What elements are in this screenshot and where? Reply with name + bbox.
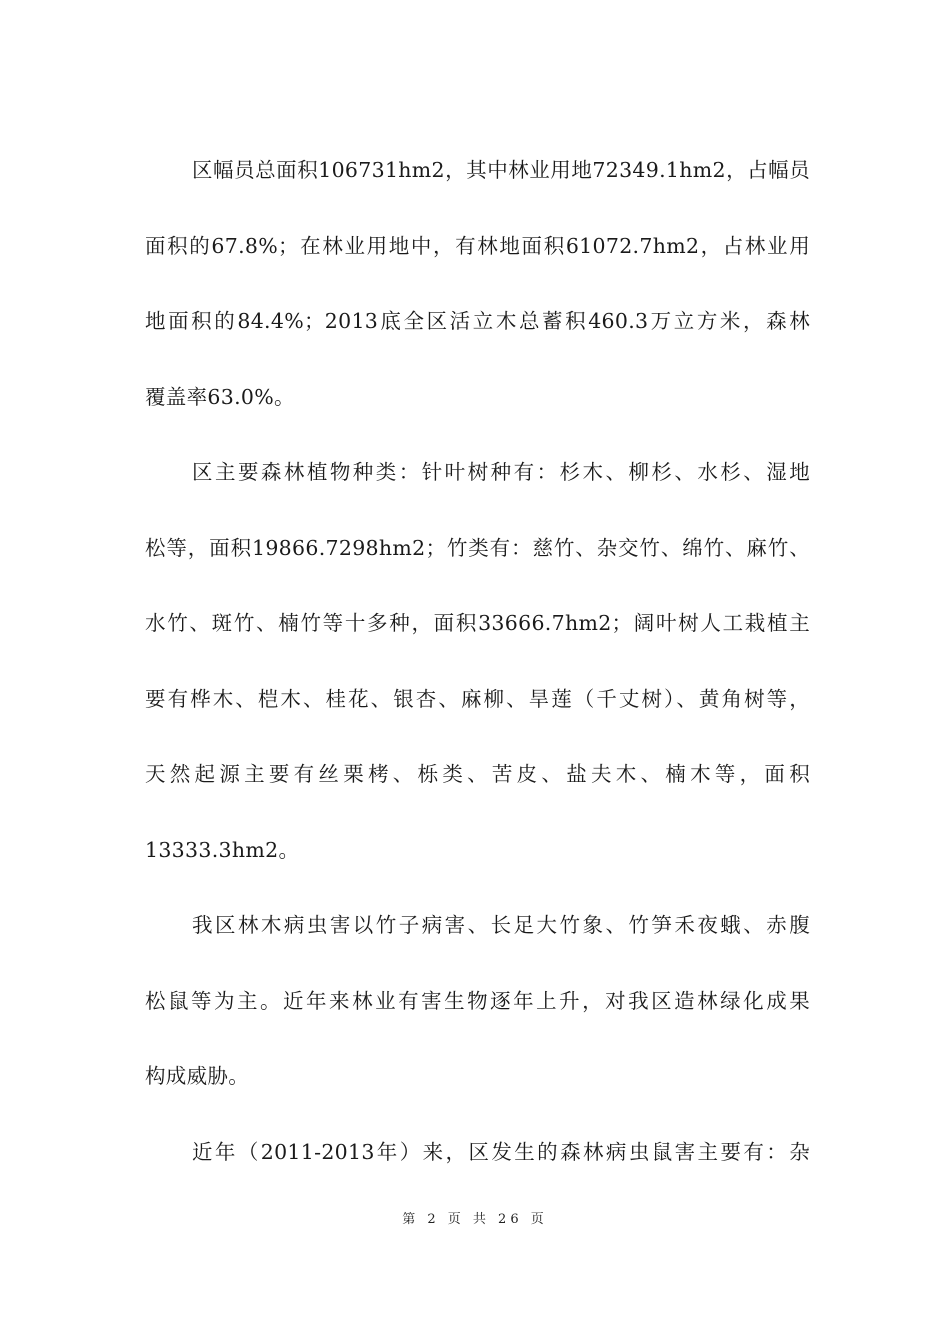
text-line: 要有桦木、桤木、桂花、银杏、麻柳、旱莲（千丈树）、黄角树等， — [145, 686, 810, 711]
paragraph-forest-area — [145, 133, 810, 435]
text-line: 近年（2011-2013年）来，区发生的森林病虫鼠害主要有：杂 — [192, 1139, 810, 1164]
document-body — [145, 133, 810, 1190]
text-line: 区幅员总面积106731hm2，其中林业用地72349.1hm2，占幅员 — [192, 158, 810, 182]
text-line: 松鼠等为主。近年来林业有害生物逐年上升，对我区造林绿化成果 — [145, 988, 810, 1013]
text-line: 覆盖率63.0%。 — [145, 384, 295, 409]
text-line: 13333.3hm2。 — [145, 837, 300, 862]
text-line: 水竹、斑竹、楠竹等十多种，面积33666.7hm2；阔叶树人工栽植主 — [145, 611, 810, 635]
text-line: 地面积的84.4%；2013底全区活立木总蓄积460.3万立方米，森林 — [145, 309, 810, 333]
paragraph-plant-species — [145, 435, 810, 888]
page-footer: 第 2 页 共 26 页 — [402, 1212, 548, 1227]
text-line: 松等，面积19866.7298hm2；竹类有：慈竹、杂交竹、绵竹、麻竹、 — [145, 535, 810, 560]
text-line: 天然起源主要有丝栗栲、栎类、苦皮、盐夫木、楠木等，面积 — [145, 762, 810, 786]
paragraph-pests — [145, 888, 810, 1115]
paragraph-recent-years — [145, 1115, 810, 1191]
text-line: 面积的67.8%；在林业用地中，有林地面积61072.7hm2，占林业用 — [145, 233, 810, 258]
text-line: 我区林木病虫害以竹子病害、长足大竹象、竹笋禾夜蛾、赤腹 — [192, 913, 810, 937]
text-line: 构成威胁。 — [145, 1064, 249, 1088]
text-line: 区主要森林植物种类：针叶树种有：杉木、柳杉、水杉、湿地 — [192, 460, 810, 484]
